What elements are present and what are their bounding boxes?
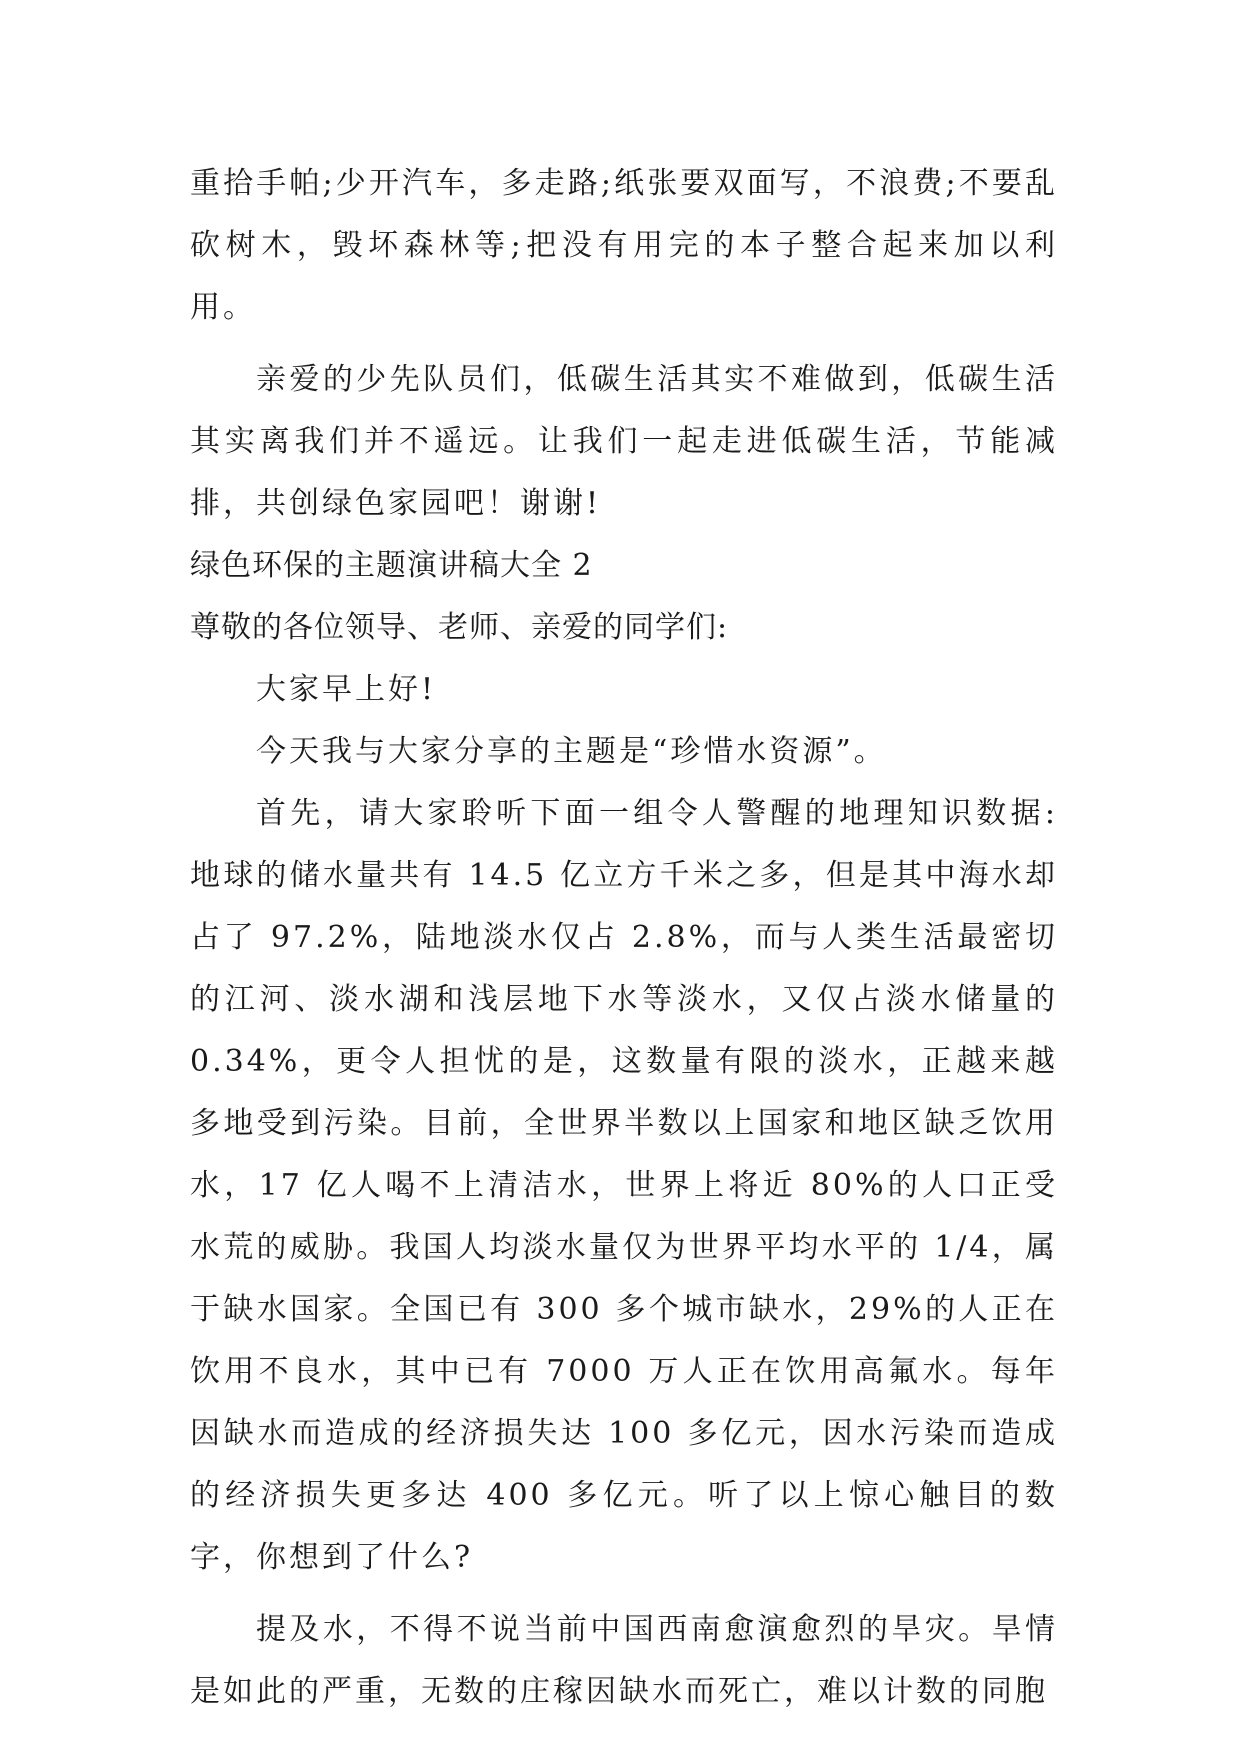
paragraph-low-carbon-tips: 重拾手帕;少开汽车，多走路;纸张要双面写，不浪费;不要乱砍树木，毁坏森林等;把没有用完的本子整合起来加以利用。 xyxy=(190,166,1058,325)
paragraph-topic: 今天我与大家分享的主题是“珍惜水资源”。 xyxy=(256,734,887,769)
paragraph-drought: 提及水，不得不说当前中国西南愈演愈烈的旱灾。旱情是如此的严重，无数的庄稼因缺水而死亡，难以计数的同胞 xyxy=(190,1612,1058,1709)
greeting: 大家早上好! xyxy=(256,672,437,707)
speech-title: 绿色环保的主题演讲稿大全 2 xyxy=(190,548,593,583)
paragraph-water-statistics: 首先，请大家聆听下面一组令人警醒的地理知识数据:地球的储水量共有 14.5 亿立方千米之多，但是其中海水却占了 97.2%，陆地淡水仅占 2.8%，而与人类生活最密切的江河、淡水湖和浅层地下水等淡水，又仅占淡水储量的 0.34%，更令人担忧的是，这数量有限的淡水，正越来越多地受到污染。目前，全世界半数以上国家和地区缺乏饮用水，17 亿人喝不上清洁水，世界上将近 80%的人口正受水荒的威胁。我国人均淡水量仅为世界平均水平的 1/4，属于缺水国家。全国已有 300 多个城市缺水，29%的人正在饮用不良水，其中已有 7000 万人正在饮用高氟水。每年因缺水而造成的经济损失达 100 多亿元，因水污染而造成的经济损失更多达 400 多亿元。听了以上惊心触目的数字，你想到了什么? xyxy=(190,796,1058,1575)
document-body xyxy=(190,153,1058,1723)
paragraph-closing: 亲爱的少先队员们，低碳生活其实不难做到，低碳生活其实离我们并不遥远。让我们一起走进低碳生活，节能减排，共创绿色家园吧！谢谢! xyxy=(190,362,1058,521)
salutation: 尊敬的各位领导、老师、亲爱的同学们: xyxy=(190,610,729,645)
